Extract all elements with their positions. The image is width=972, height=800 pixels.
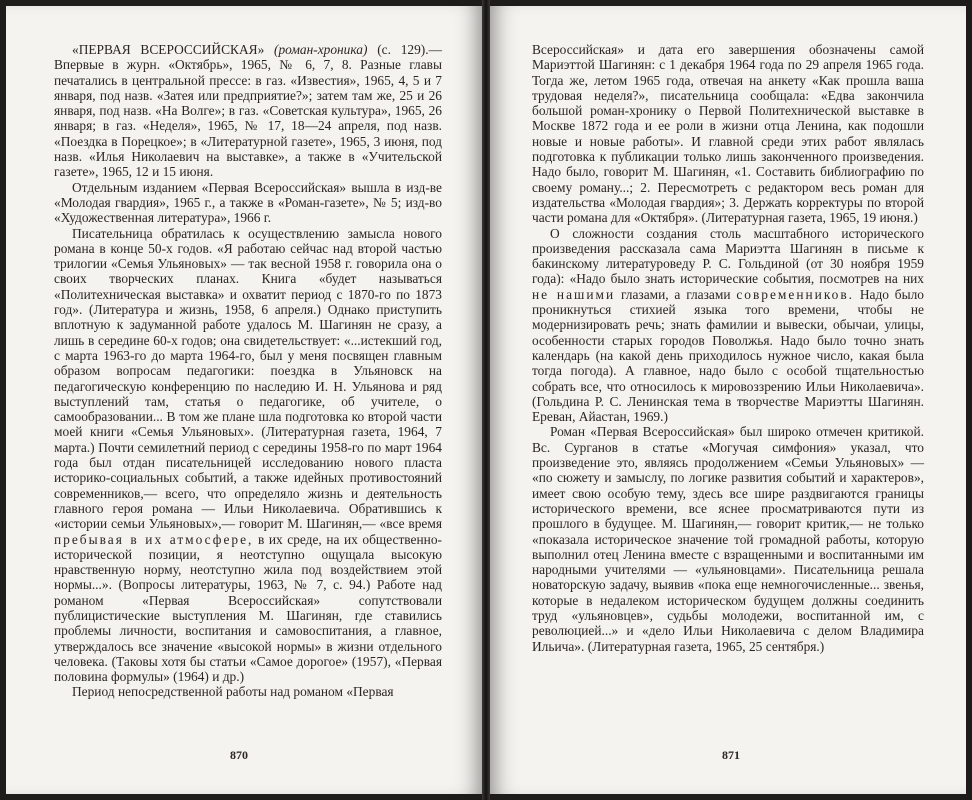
- spaced-text: современников.: [736, 286, 855, 302]
- subtitle-text: (роман-хроника): [274, 42, 368, 57]
- title-text: «ПЕРВАЯ ВСЕРОССИЙСКАЯ»: [72, 42, 265, 57]
- paragraph: О сложности создания столь масштабного исторического произведения рассказала сама Мариэтта Шагинян в письме к бакинскому литературоведу Р. С. Гольдиной (от 30 ноября 1959 года): «Надо было знать исторические события, посмотрев на них не нашими глазами, а глазами современников. Надо было проникнуться стихией языка того времени, чтобы не модернизировать речь; знать фамилии и вывески, обычаи, улицы, особенности старых городов Поволжья. Надо было точно знать календарь (на какой день приходилось нужное число, какая была тогда погода). А главное, надо было с особой тщательностью собрать все, что относилось к мировоззрению Ильи Николаевича». (Гольдина Р. С. Ленинская тема в творчестве Мариэтты Шагинян. Ереван, Айастан, 1969.): [532, 225, 924, 425]
- paragraph: Отдельным изданием «Первая Всероссийская» вышла в изд-ве «Молодая гвардия», 1965 г., а также в «Роман-газете», № 5; изд-во «Художественная литература», 1966 г.: [54, 179, 442, 226]
- spaced-text: не нашими: [532, 286, 616, 302]
- paragraph: Всероссийская» и дата его завершения обозначены самой Мариэттой Шагинян: с 1 декабря 1964 года по 29 апреля 1965 года. Тогда же, летом 1965 года, отвечая на анкету «Как прошла ваша трудовая неделя?», писательница сообщала: «Едва закончила большой роман-хронику о Первой Политехнической выставке в Москве 1872 года и ее роли в жизни отца Ленина, как подошли новые и новые работы». И главной среди этих работ являлась подготовка к публикации только лишь законченного произведения. Надо было, говорит М. Шагинян, «1. Составить библиографию по своему роману...; 2. Пересмотреть с редактором весь роман для издательства «Молодая гвардия»; 3. Держать корректуры по второй части романа для «Октября». (Литературная газета, 1965, 19 июня.): [532, 42, 924, 226]
- left-page: [6, 6, 482, 794]
- paragraph: «ПЕРВАЯ ВСЕРОССИЙСКАЯ» (роман-хроника) (с. 129).— Впервые в журн. «Октябрь», 1965, № 6, 7, 8. Разные главы печатались в центральной прессе: в газ. «Известия», 1965, 4, 5 и 7 января, под назв. «Затея или предприятие?»; затем там же, 25 и 26 января, под назв. «На Волге»; в газ. «Советская культура», 1965, 26 января; в газ. «Неделя», 1965, № 17, 18—24 апреля, под назв. «Поездка в Порецкое»; в «Литературной газете», 1965, 3 июня, под назв. «Илья Николаевич на выставке», а также в «Учительской газете», 1965, 12 и 15 июня.: [54, 42, 442, 180]
- book-spine: [482, 0, 490, 800]
- paragraph: Писательница обратилась к осуществлению замысла нового романа в конце 50-х годов. «Я работаю сейчас над второй частью трилогии «Семья Ульяновых» — так весной 1958 г. говорила она о своих творческих планах. Книга «будет называться «Политехническая выставка» и охватит период с 1870-го по 1873 год». (Литература и жизнь, 1958, 6 апреля.) Однако приступить вплотную к задуманной работе удалось М. Шагинян не сразу, а лишь в середине 60-х годов; она свидетельствует: «...истекший год, с марта 1963-го до марта 1964-го, был у меня посвящен главным образом вопросам педагогики: поездка в Ульяновск на педагогическую конференцию по наследию И. Н. Ульянова и ряд выступлений там, статья о педагогике, об учителе, о самообразовании... В том же плане шла подготовка ко второй части моей книги «Семья Ульяновых». (Литературная газета, 1964, 7 марта.) Почти семилетний период с середины 1958-го по март 1964 года был отдан писательницей исследованию нового пласта историко-социальных событий, а также идейных противостояний современников,— всего, что определяло жизнь и деятельность главного героя романа — Ильи Николаевича. Обратившись к «истории семьи Ульяновых»,— говорит М. Шагинян,— «все время пребывая в их атмосфере, в их среде, на их общественно-исторической позиции, я неотступно ощущала высокую нравственную норму, неотступно жила под воздействием этой нормы...». (Вопросы литературы, 1963, № 7, с. 94.) Работе над романом «Первая Всероссийская» сопутствовали публицистические выступления М. Шагинян, где ставились проблемы личности, воспитания и самовоспитания, а главное, утверждалось все значение «высокой нормы» в жизни отдельного человека. (Таковы хотя бы статьи «Самое дорогое» (1957), «Первая половина формулы» (1964) и др.): [54, 225, 442, 685]
- paragraph: Роман «Первая Всероссийская» был широко отмечен критикой. Вс. Сурганов в статье «Могучая симфония» указал, что произведение это, являясь продолжением «Семьи Ульяновых» — «по сюжету и замыслу, по логике развития событий и характеров», имеет свою особую тему, здесь все шире раздвигаются границы исторического времени, все яснее просматриваются пути из прошлого в будущее. М. Шагинян,— говорит критик,— не только «показала историческое значение той громадной работы, которую выполнил отец Ленина вместе с взращенными и воспитанными им народными учителями — «ульяновцами». Писательница решала новаторскую задачу, выявив «пока еще немногочисленные... звенья, которые в недалеком историческом будущем должны соединить труд «ульяновцев», судьбы молодежи, воспитанной им, с революцией...» и «дело Ильи Николаевича с делом Владимира Ильича». (Литературная газета, 1965, 25 сентября.): [532, 424, 924, 654]
- paragraph: Период непосредственной работы над романом «Первая: [72, 684, 394, 700]
- page-number: 871: [722, 748, 740, 762]
- right-page: [490, 6, 966, 794]
- right-page-text: [532, 42, 924, 654]
- spaced-text: пребывая в их атмосфере,: [54, 531, 254, 547]
- page-number: 870: [230, 748, 248, 762]
- left-page-text: [54, 42, 442, 700]
